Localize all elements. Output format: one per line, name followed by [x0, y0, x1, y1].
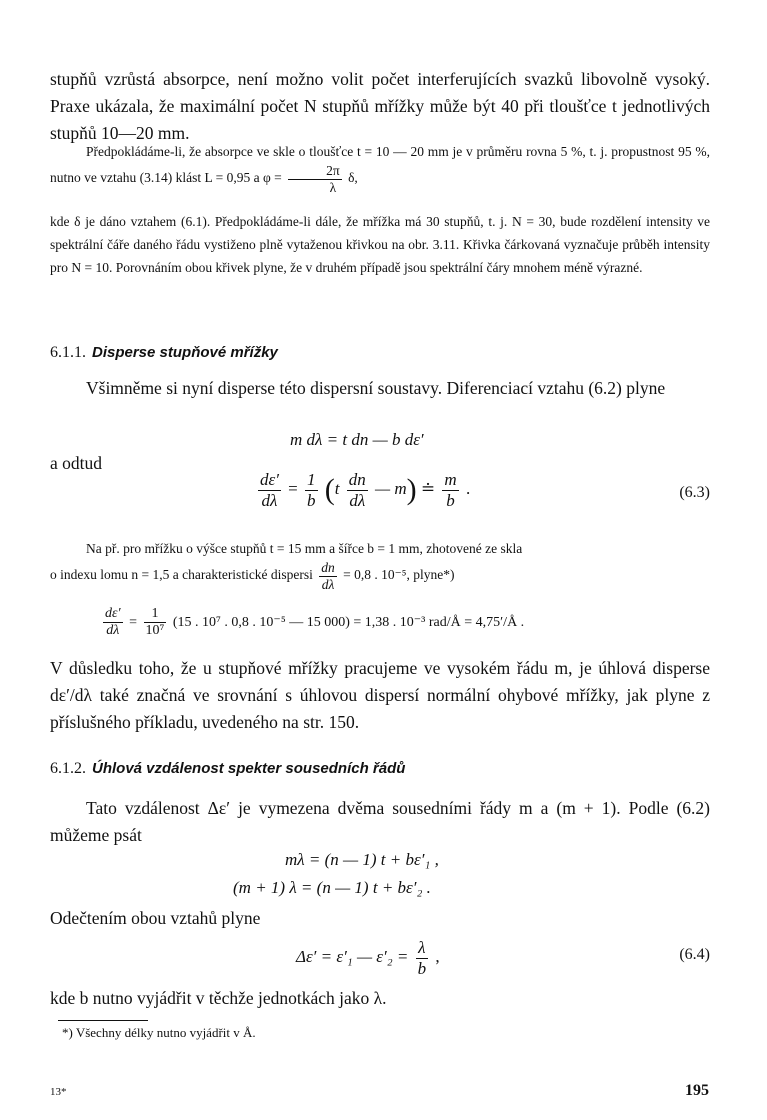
page-number: 195: [685, 1082, 709, 1099]
section-number: 6.1.2.: [50, 760, 86, 777]
equation-6-3: $\frac{d\varepsilon'}{d\lambda}$ = $\frac{1}{b}$ (t $\frac{dn}{d\lambda}$ — m) ≐ $\frac{m}{b}$ .: [260, 470, 471, 510]
signature-mark: 13*: [50, 1086, 67, 1098]
section-number: 6.1.1.: [50, 344, 86, 361]
frac-num: dε′: [260, 470, 279, 489]
frac-den: b: [307, 490, 316, 510]
frac-num: 1: [307, 470, 316, 489]
frac-num: dε′: [103, 606, 123, 623]
frac-m-b: [442, 470, 458, 510]
paragraph-example: Na př. pro mřížku o výšce stupňů t = 15 mm a šířce b = 1 mm, zhotovené ze skla: [86, 541, 523, 556]
frac-dn-dl-small: [319, 560, 337, 592]
frac-de-dl: [258, 470, 281, 510]
equation-number-6-3: (6.3): [679, 484, 710, 501]
eq4-left: Δε′ = ε′₁ — ε′₂ =: [296, 946, 409, 966]
eq4-comma: ,: [435, 946, 440, 966]
numeric-result: (15 . 10⁷ . 0,8 . 10⁻⁵ — 15 000) = 1,38 . 10⁻³ rad/Å = 4,75′/Å .: [172, 614, 525, 630]
paragraph-dispersion: Všimněme si nyní disperse této dispersní soustavy. Diferenciací vztahu (6.2) plyne: [86, 378, 666, 398]
paragraph-subtract: Odečtením obou vztahů plyne: [50, 908, 261, 928]
equation-numeric: $\frac{d\varepsilon'}{d\lambda}$ = $\frac{1}{\text{10⁷}}$ (15 . 10⁷ . 0,8 . 10⁻⁵ — 15 000) = 1,38 . 10⁻³ rad/Å = 4,75′/Å .: [105, 606, 525, 639]
eq-dot: .: [465, 478, 471, 498]
frac-1-10e7: [144, 606, 167, 639]
footnote: *) Všechny délky nutno vyjádřit v Å.: [62, 1025, 256, 1040]
paragraph-consequence: V důsledku toho, že u stupňové mřížky pracujeme ve vysokém řádu m, je úhlová disperse dε′/dλ také značná ve srovnání s úhlovou dispersí normální ohybové mřížky, jak plyne z příslušného příkladu, uvedeného na str. 150.: [50, 658, 710, 732]
equation-6-4: [296, 938, 440, 978]
paragraph-index: [50, 560, 710, 592]
frac-de-dl-numeric: [103, 606, 123, 639]
section-heading-6-1-2: [50, 760, 405, 778]
section-heading-6-1-1: [50, 344, 278, 362]
frac-den: dλ: [261, 490, 278, 510]
fraction-denominator: λ: [329, 179, 337, 195]
paragraph-and-hence: a odtud: [50, 453, 103, 473]
frac-1-b: [305, 470, 318, 510]
fraction-2pi-lambda: [288, 163, 342, 195]
frac-den: dλ: [349, 490, 366, 510]
frac-den: b: [446, 490, 455, 510]
paragraph-distance: Tato vzdálenost Δε′ je vymezena dvěma sousedními řády m a (m + 1). Podle (6.2) můžeme psát: [50, 798, 710, 845]
section-title: Úhlová vzdálenost spekter sousedních řádů: [92, 760, 406, 777]
frac-num: m: [444, 470, 457, 489]
equation-number-6-4: (6.4): [679, 946, 710, 963]
approx-sign: ≐: [420, 478, 436, 498]
minus-m: — m: [375, 478, 407, 498]
frac-den: 10⁷: [145, 623, 165, 639]
assumption-delta: δ,: [348, 170, 358, 186]
index-value: = 0,8 . 10⁻⁵, plyne*): [343, 567, 455, 583]
frac-num: dn: [321, 560, 335, 575]
index-text: o indexu lomu n = 1,5 a charakteristické dispersi: [50, 567, 313, 583]
footnote-rule: [58, 1020, 148, 1021]
fraction-numerator: 2π: [288, 163, 342, 180]
paragraph-curves: kde δ je dáno vztahem (6.1). Předpokládáme-li dále, že mřížka má 30 stupňů, t. j. N = 30, bude rozdělení intensity ve spektrální čáře daného řádu vystiženo plně vytaženou křivkou na obr. 3.11. Křivka čárkovaná vyznačuje průběh intensity pro N = 10. Porovnáním obou křivek plyne, že v druhém případě jsou spektrální čáry mnohem méně výrazné.: [50, 214, 710, 275]
paragraph-assumption: [50, 140, 710, 195]
frac-den: dλ: [106, 623, 120, 639]
assumption-text: Předpokládáme-li, že absorpce ve skle o tloušťce t = 10 — 20 mm je v průměru rovna 5 %, t. j. propustnost 95 %, nutno ve vztahu (3.14) klást L = 0,95 a φ =: [50, 144, 710, 186]
frac-den: b: [417, 958, 427, 978]
section-title: Disperse stupňové mřížky: [92, 344, 278, 361]
var-t: t: [334, 478, 340, 498]
equation-order-m: mλ = (n — 1) t + bε′₁ ,: [285, 850, 439, 869]
frac-den: dλ: [321, 576, 335, 592]
frac-num: λ: [416, 938, 429, 959]
frac-dn-dl: [347, 470, 368, 510]
paragraph-absorption: stupňů vzrůstá absorpce, není možno volit počet interferujících svazků libovolně vysoký. Praxe ukázala, že maximální počet N stupňů mřížky může být 40 při tloušťce t jednotlivých stupňů 10—20 mm.: [50, 69, 710, 143]
equation-differential: m dλ = t dn — b dε′: [290, 430, 424, 449]
frac-num: dn: [348, 470, 366, 489]
paragraph-units: kde b nutno vyjádřit v těchže jednotkách jako λ.: [50, 988, 387, 1008]
frac-lambda-b: [416, 938, 429, 978]
equation-order-m-plus-1: (m + 1) λ = (n — 1) t + bε′₂ .: [233, 878, 431, 897]
frac-num: 1: [144, 606, 167, 623]
